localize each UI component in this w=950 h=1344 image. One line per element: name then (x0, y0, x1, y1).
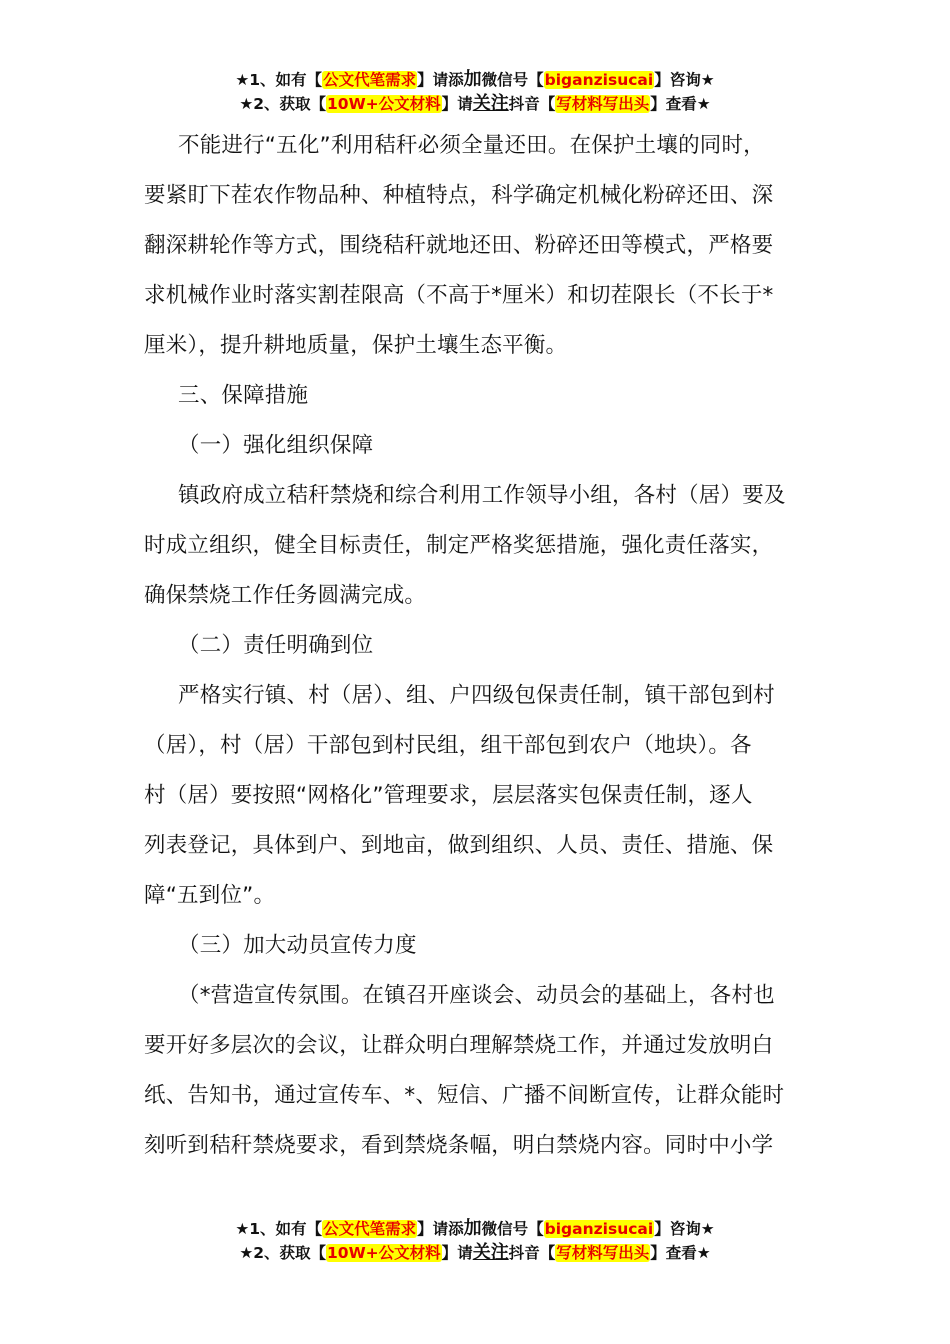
text-line: 翻深耕轮作等方式，围绕秸秆就地还田、粉碎还田等模式，严格要 (144, 233, 774, 258)
banner-emphasis: 关注 (472, 1242, 509, 1263)
bracket: 】 (654, 71, 670, 89)
text-line: 要开好多层次的会议，让群众明白理解禁烧工作，并通过发放明白 (144, 1033, 774, 1058)
highlight-materials: 10W+公文材料 (327, 95, 441, 113)
subsection-heading: （三）加大动员宣传力度 (178, 933, 417, 958)
banner-text: 查看★ (665, 1244, 711, 1262)
bracket: 【 (306, 1220, 323, 1238)
bracket: 【 (528, 1220, 544, 1238)
bracket: 【 (310, 1244, 327, 1262)
banner-text: ★1、如有 (235, 1220, 307, 1238)
highlight-douyin-account: 写材料写出头 (556, 95, 650, 113)
bracket: 【 (539, 1244, 556, 1262)
banner-text: 微信号 (481, 71, 529, 89)
text-line: 列表登记，具体到户、到地亩，做到组织、人员、责任、措施、保 (144, 833, 774, 858)
banner-text: ★2、获取 (239, 95, 311, 113)
subsection-heading: （二）责任明确到位 (178, 633, 374, 658)
highlight-ghostwriting: 公文代笔需求 (323, 1220, 417, 1238)
bracket: 】 (650, 95, 666, 113)
highlight-wechat-id: biganzisucai (544, 71, 654, 89)
banner-text: 请 (457, 1244, 473, 1262)
bracket: 【 (539, 95, 556, 113)
text-line: 时成立组织，健全目标责任，制定严格奖惩措施，强化责任落实， (144, 533, 774, 558)
bracket: 【 (306, 71, 323, 89)
text-line: （*营造宣传氛围。在镇召开座谈会、动员会的基础上，各村也 (178, 983, 775, 1008)
bracket: 】 (417, 71, 433, 89)
text-line: 严格实行镇、村（居）、组、户四级包保责任制，镇干部包到村 (178, 683, 775, 708)
highlight-douyin-account: 写材料写出头 (556, 1244, 650, 1262)
text-line: 纸、告知书，通过宣传车、*、短信、广播不间断宣传，让群众能时 (144, 1083, 785, 1108)
document-body (144, 121, 812, 1171)
banner-text: 抖音 (508, 95, 540, 113)
banner-text: 咨询★ (669, 1220, 715, 1238)
banner-emphasis: 加 (463, 69, 482, 90)
highlight-ghostwriting: 公文代笔需求 (323, 71, 417, 89)
text-line: 刻听到秸秆禁烧要求，看到禁烧条幅，明白禁烧内容。同时中小学 (144, 1133, 774, 1158)
text-line: 村（居）要按照“网格化”管理要求，层层落实包保责任制，逐人 (144, 783, 753, 808)
highlight-materials: 10W+公文材料 (327, 1244, 441, 1262)
bracket: 】 (650, 1244, 666, 1262)
banner-line-1 (0, 68, 950, 92)
text-line: 障“五到位”。 (144, 883, 276, 908)
banner-text: 请添 (432, 71, 464, 89)
banner-text: ★1、如有 (235, 71, 307, 89)
bracket: 【 (310, 95, 327, 113)
text-line: 厘米），提升耕地质量，保护土壤生态平衡。 (144, 333, 568, 358)
section-heading: 三、保障措施 (178, 383, 309, 408)
banner-text: 请添 (432, 1220, 464, 1238)
footer-banner (0, 1217, 950, 1265)
banner-text: 查看★ (665, 95, 711, 113)
header-banner (0, 68, 950, 116)
text-line: 不能进行“五化”利用秸秆必须全量还田。在保护土壤的同时， (178, 133, 765, 158)
bracket: 】 (441, 1244, 458, 1262)
bracket: 】 (417, 1220, 433, 1238)
banner-line-2 (0, 1241, 950, 1265)
banner-text: ★2、获取 (239, 1244, 311, 1262)
banner-line-2 (0, 92, 950, 116)
banner-text: 微信号 (481, 1220, 529, 1238)
text-line: 要紧盯下茬农作物品种、种植特点，科学确定机械化粉碎还田、深 (144, 183, 774, 208)
highlight-wechat-id: biganzisucai (544, 1220, 654, 1238)
bracket: 】 (441, 95, 458, 113)
banner-text: 请 (457, 95, 473, 113)
banner-emphasis: 加 (463, 1218, 482, 1239)
bracket: 【 (528, 71, 544, 89)
banner-text: 咨询★ (669, 71, 715, 89)
bracket: 】 (654, 1220, 670, 1238)
subsection-heading: （一）强化组织保障 (178, 433, 374, 458)
banner-text: 抖音 (508, 1244, 540, 1262)
text-line: 确保禁烧工作任务圆满完成。 (144, 583, 427, 608)
text-line: 求机械作业时落实割茬限高（不高于*厘米）和切茬限长（不长于* (144, 283, 774, 308)
banner-emphasis: 关注 (472, 93, 509, 114)
text-line: 镇政府成立秸秆禁烧和综合利用工作领导小组，各村（居）要及 (178, 483, 786, 508)
text-line: （居），村（居）干部包到村民组，组干部包到农户（地块）。各 (144, 733, 752, 758)
banner-line-1 (0, 1217, 950, 1241)
